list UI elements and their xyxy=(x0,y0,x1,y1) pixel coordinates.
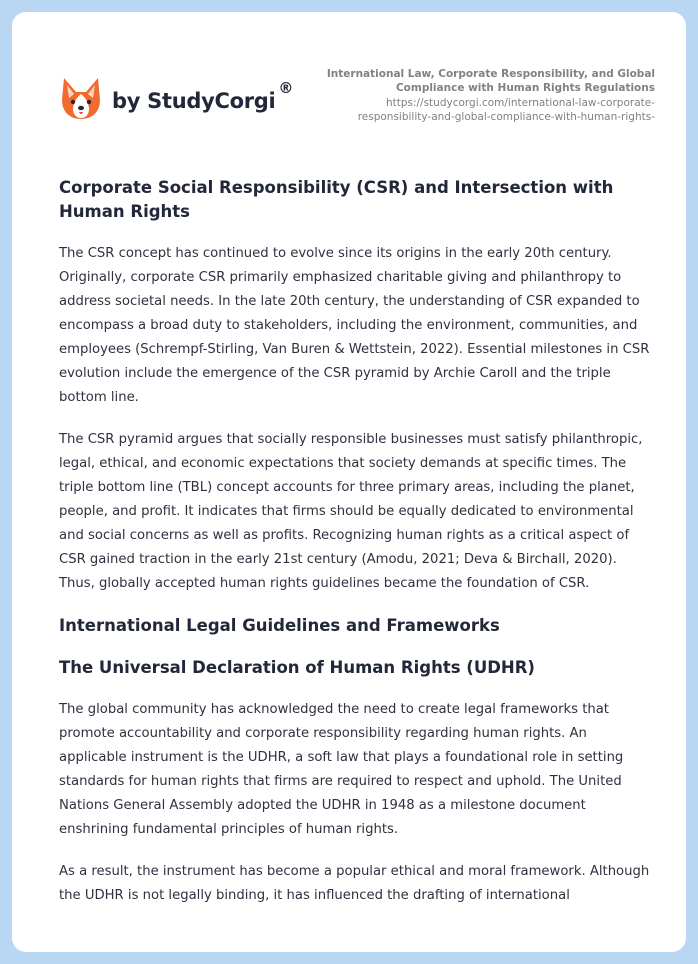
heading-udhr: The Universal Declaration of Human Rights (UDHR) xyxy=(59,658,535,677)
paragraph: The global community has acknowledged the need to create legal frameworks that promote accountability and corporate responsibility regarding human rights. An applicable instrument is the UDHR, a soft law that plays a foundational role in setting standards for human rights that firms are required to respect and uphold. The United Nations General Assembly adopted the UDHR in 1948 as a milestone document enshrining fundamental principles of human rights. xyxy=(59,702,624,837)
paragraph: The CSR concept has continued to evolve since its origins in the early 20th century. Originally, corporate CSR primarily emphasized charitable giving and philanthropy to address societal needs. In the late 20th century, the understanding of CSR expanded to encompass a broad duty to stakeholders, including the environment, communities, and employees (Schrempf-Stirling, Van Buren & Wettstein, 2022). Essential milestones in CSR evolution include the emergence of the CSR pyramid by Archie Caroll and the triple bottom line. xyxy=(59,246,650,405)
paragraph: As a result, the instrument has become a popular ethical and moral framework. Although the UDHR is not legally binding, it has influenced the drafting of international xyxy=(59,864,650,903)
studycorgi-logo[interactable] xyxy=(60,76,293,120)
document-url-line-2[interactable]: responsibility-and-global-compliance-with-human-rights- xyxy=(357,110,655,123)
heading-legal-guidelines: International Legal Guidelines and Frameworks xyxy=(59,616,500,635)
paragraph: The CSR pyramid argues that socially responsible businesses must satisfy philanthropic, legal, ethical, and economic expectations that society demands at specific times. The triple bottom line (TBL) concept accounts for three primary areas, including the planet, people, and profit. It indicates that firms should be equally dedicated to environmental and social concerns as well as profits. Recognizing human rights as a critical aspect of CSR gained traction in the early 21st century (Amodu, 2021; Deva & Birchall, 2020). Thus, globally accepted human rights guidelines became the foundation of CSR. xyxy=(59,432,643,591)
article-body xyxy=(59,176,655,908)
document-url[interactable] xyxy=(295,97,655,124)
page-header xyxy=(12,12,686,142)
corgi-icon xyxy=(60,76,102,120)
registered-mark: ® xyxy=(278,79,294,97)
logo-wordmark: by StudyCorgi xyxy=(112,89,276,113)
heading-csr-human-rights: Corporate Social Responsibility (CSR) and Intersection with Human Rights xyxy=(59,178,614,221)
document-url-line-1[interactable]: https://studycorgi.com/international-law-corporate- xyxy=(385,97,655,109)
document-title: International Law, Corporate Responsibility, and Global Compliance with Human Rights Regulations xyxy=(326,68,655,94)
document-meta xyxy=(295,68,655,124)
document-page xyxy=(12,12,686,952)
